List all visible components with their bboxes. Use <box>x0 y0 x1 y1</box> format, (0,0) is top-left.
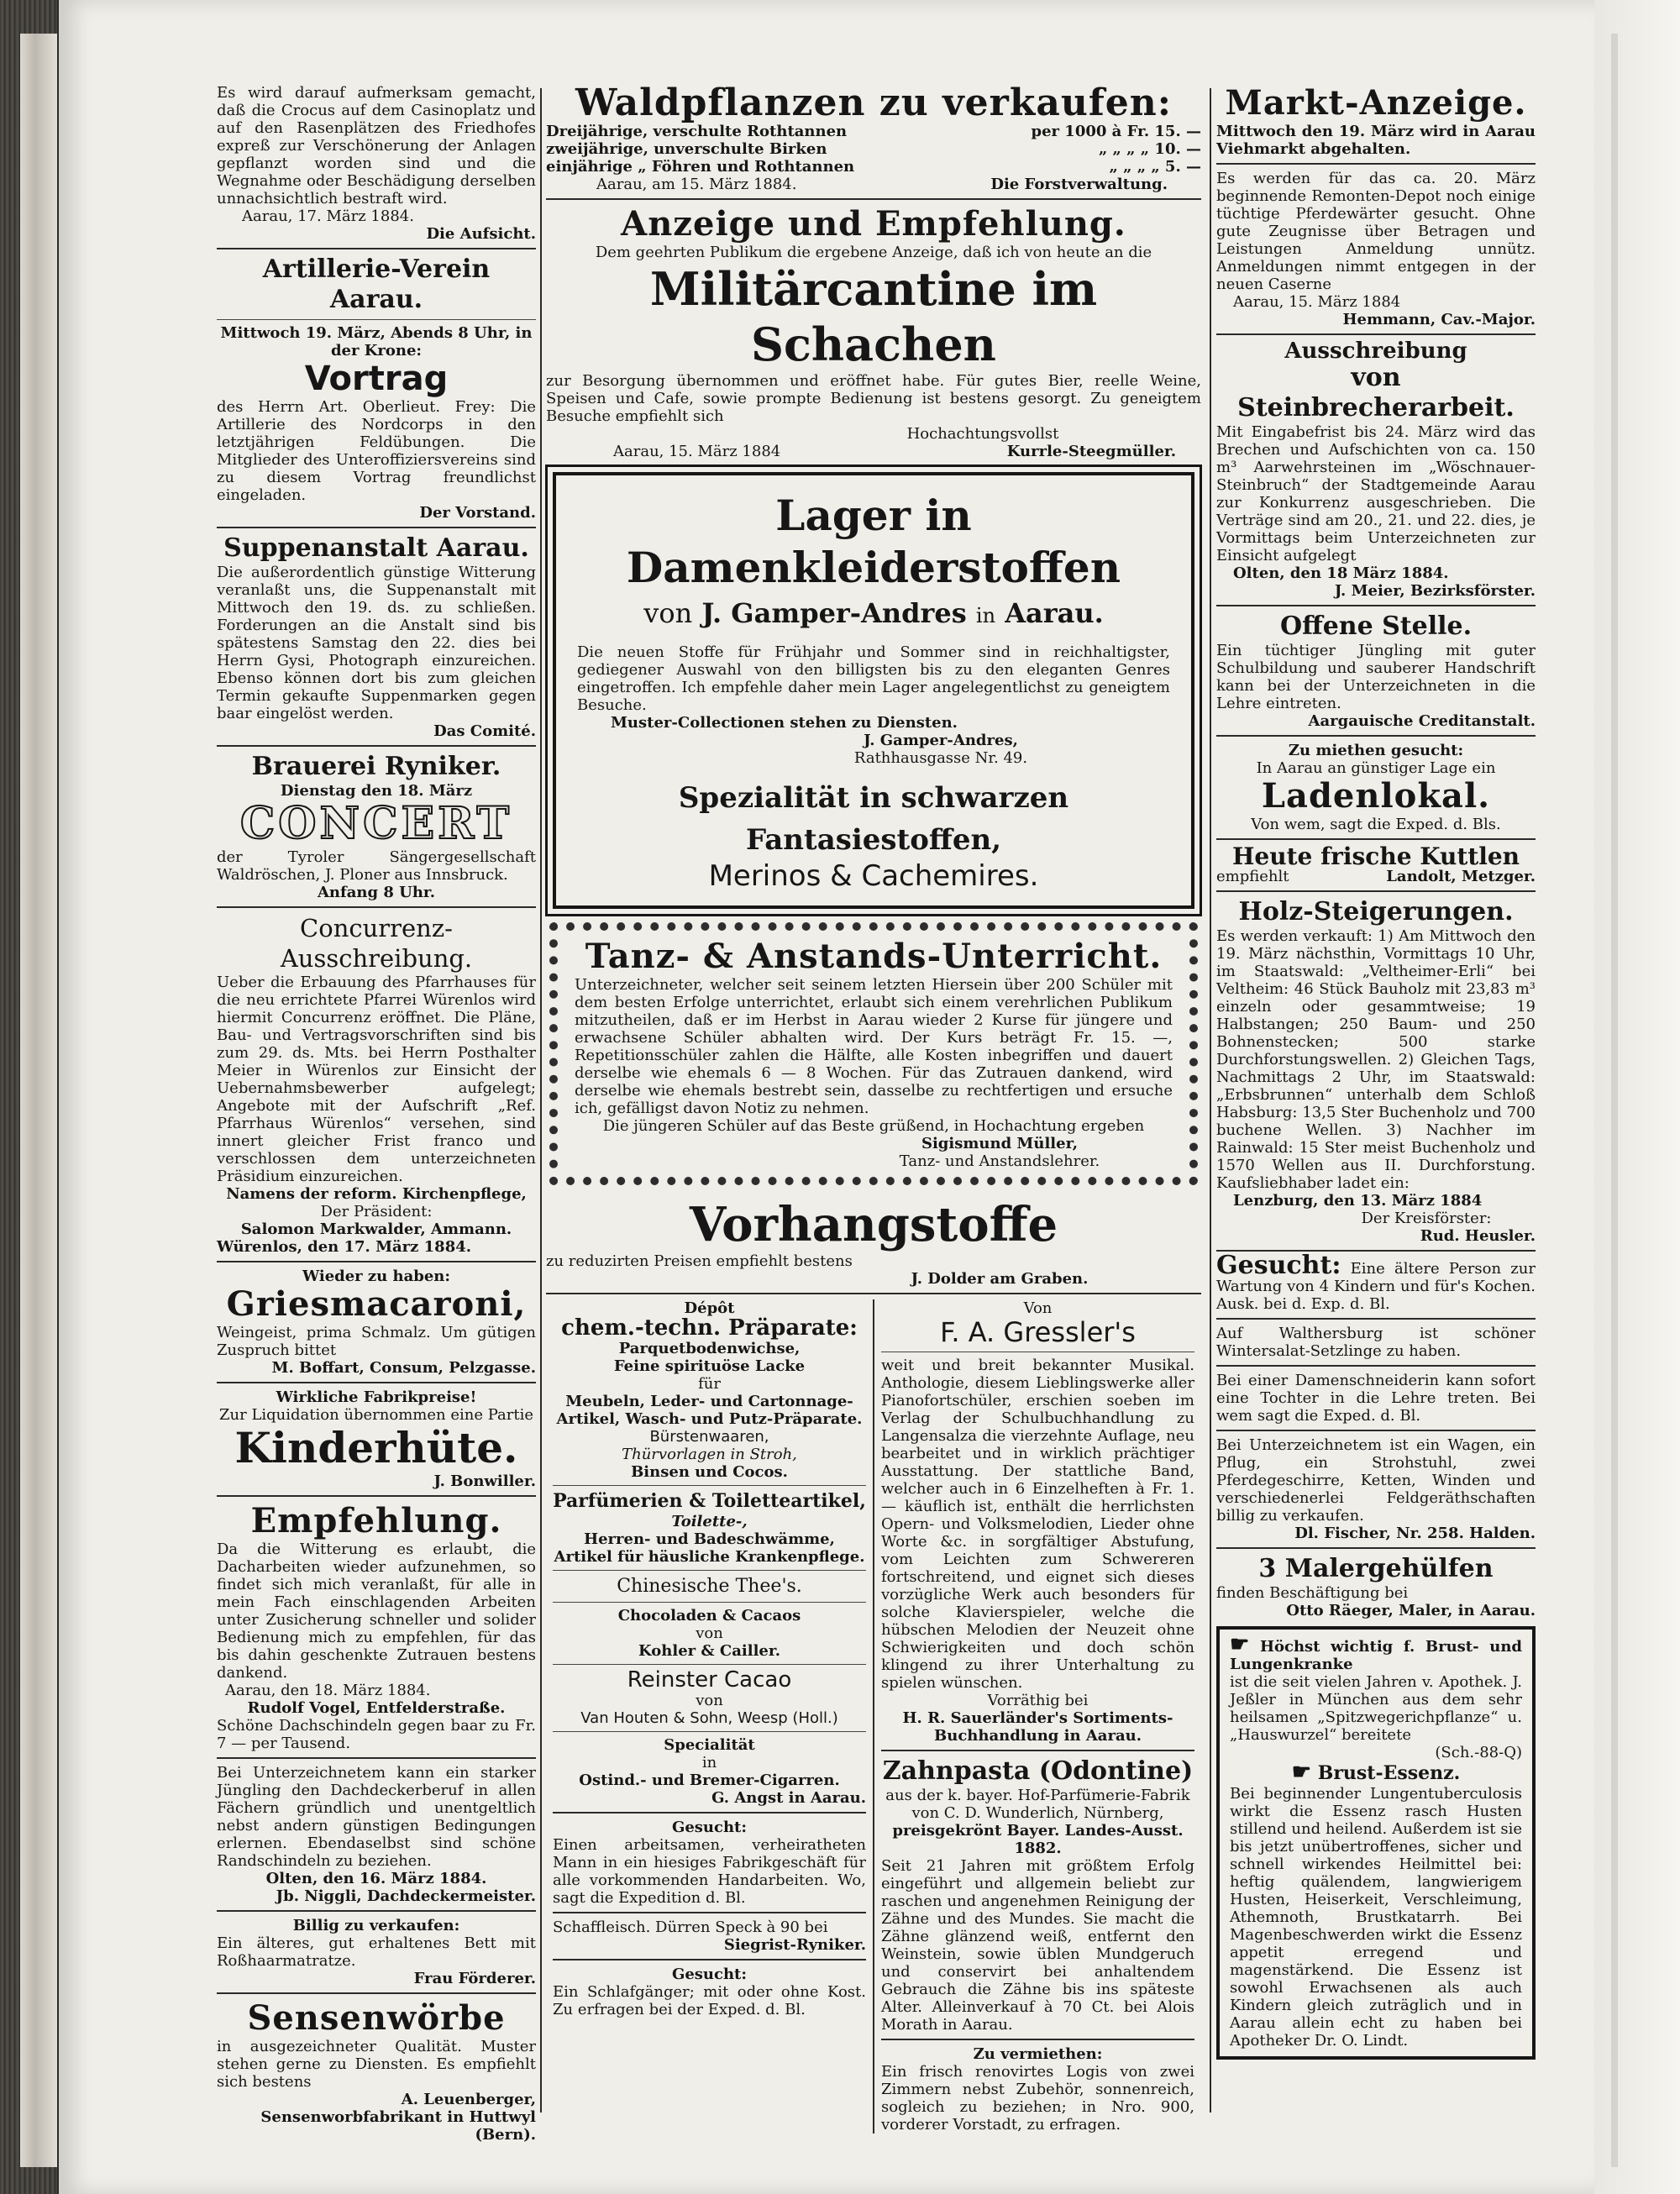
column-rule-2 <box>1210 88 1211 2113</box>
ad-bett: Billig zu verkaufen: Ein älteres, gut erhaltenes Bett mit Roßhaarmatratze. Frau Förderer. <box>217 1917 536 1987</box>
ad-offene-stelle: Offene Stelle. Ein tüchtiger Jüngling mit guter Schulbildung und sauberer Handschrift kann bei der Unterzeichneten in die Lehre eintreten. Aargauische Creditanstalt. <box>1216 611 1536 730</box>
ad-artillerie: Artillerie-Verein Aarau. Mittwoch 19. März, Abends 8 Uhr, in der Krone: Vortrag des Herrn Art. Oberlieut. Frey: Die Artillerie des Nordcorps in den letztjährigen Feldübungen. Die Mitglieder des Unteroffiziersvereins sind zu diesem Vortrag freundlichst eingeladen. Der Vorstand. <box>217 255 536 522</box>
ad-damenschneiderin: Bei einer Damenschneiderin kann sofort eine Tochter in die Lehre treten. Bei wem sagt die Exped. d. Bl. <box>1216 1372 1536 1425</box>
sub-column-left <box>546 1299 874 2134</box>
ad-logis: Zu vermiethen: Ein frisch renovirtes Logis von zwei Zimmern nebst Zubehör, sonnenreich, sogleich zu beziehen; in Nro. 900, vorderer Vorstadt, zu erfragen. <box>881 2045 1194 2134</box>
ad-walthersburg: Auf Walthersburg ist schöner Wintersalat-Setzlinge zu haben. <box>1216 1325 1536 1360</box>
ad-gressler: Von F. A. Gressler's weit und breit bekannter Musikal. Anthologie, diesem Lieblingswerke aller Pianofortschüler, erschien soeben im Verlag der Schulbuchhandlung zu Langensalza die vierzehnte Auflage, neu bearbeitet und in wirklich prächtiger Ausstattung. Der stattliche Band, welcher auch in 6 Einzelheften à Fr. 1. — käuflich ist, enthält die herrlichsten Opern- und Volksmelodien, Lieder ohne Worte &c. in sorgfältiger Abstufung, vom Leichten zum Schwereren fortschreitend, und eignet sich dieses vorzügliche Werk auch besonders für solche Klavierspieler, welche die hübschen Melodien der Neuzeit ohne Schwierigkeiten und doch schön klingend zu ihrer Unterhaltung zu spielen wünschen. Vorräthig bei H. R. Sauerländer's Sortiments-Buchhandlung in Aarau. <box>881 1299 1194 1745</box>
ad-malergehuelfen: 3 Malergehülfen finden Beschäftigung bei Otto Räeger, Maler, in Aarau. <box>1216 1554 1536 1619</box>
facing-page-edge <box>1594 0 1680 2194</box>
ad-concurrenz: Concurrenz-Ausschreibung. Ueber die Erbauung des Pfarrhauses für die neu errichtete Pfarrei Würenlos wird hiermit Concurrenz eröffnet. Die Pläne, Bau- und Vertragsvorschriften sind bis zum 29. ds. Mts. bei Herrn Posthalter Meier in Würenlos zur Einsicht der Uebernahmsbewerber aufgelegt; Angebote mit der Aufschrift „Ref. Pfarrhaus Würenlos“ versehen, sind innert gleicher Frist franco und verschlossen dem unterzeichneten Präsidium einzureichen. Namens der reform. Kirchenpflege, Der Präsident: Salomon Markwalder, Ammann. Würenlos, den 17. März 1884. <box>217 914 536 1256</box>
ad-wagen: Bei Unterzeichnetem ist ein Wagen, ein Pflug, ein Strohstuhl, zwei Pferdegeschirre, Ketten, Winden und verschiedenerlei Feldgeräthschaften billig zu verkaufen. Dl. Fischer, Nr. 258. Halden. <box>1216 1436 1536 1542</box>
ad-gesucht-person: Gesucht: Eine ältere Person zur Wartung von 4 Kindern und für's Kochen. Ausk. bei d. Exp. d. Bl. <box>1216 1251 1536 1313</box>
ad-sensenwoerbe: Sensenwörbe in ausgezeichneter Qualität. Muster stehen gerne zu Diensten. Es empfiehlt sich bestens A. Leuenberger, Sensenworbfabrikant in Huttwyl (Bern). <box>217 1998 536 2144</box>
ad-lager-damenkleider: Lager in Damenkleiderstoffen von J. Gamper-Andres in Aarau. Die neuen Stoffe für Frühjahr und Sommer sind in reichhaltigster, gediegener Auswahl von den billigsten bis zu den eleganten Genres eingetroffen. Ich empfehle daher mein Lager angelegentlichst zu geneigtem Besuche. Muster-Collectionen stehen zu Diensten. J. Gamper-Andres, Rathhausgasse Nr. 49. Spezialität in schwarzen Fantasiestoffen, Merinos & Cachemires. <box>556 475 1191 905</box>
ad-suppenanstalt: Suppenanstalt Aarau. Die außerordentlich günstige Witterung veranlaßt uns, die Suppenanstalt mit Mittwoch den 19. ds. zu schließen. Forderungen an die Anstalt sind bis spätestens Samstag den 22. dies bei Herrn Gysi, Photograph einzureichen. Ebenso können dort bis zum gleichen Termin gekaufte Suppenmarken gegen baar eingelöst werden. Das Comité. <box>217 533 536 740</box>
ad-empfehlung: Empfehlung. Da die Witterung es erlaubt, die Dacharbeiten wieder aufzunehmen, so findet sich mich veranlaßt, für alle in mein Fach einschlagenden Arbeiten unter Zusicherung schneller und solider Bedienung mich zu empfehlen, für das bis dahin geschenkte Zutrauen bestens dankend. Aarau, den 18. März 1884. Rudolf Vogel, Entfelderstraße. Schöne Dachschindeln gegen baar zu Fr. 7 — per Tausend. <box>217 1501 536 1752</box>
column-rule-1 <box>540 88 542 2113</box>
ad-zahnpasta: Zahnpasta (Odontine) aus der k. bayer. Hof-Parfümerie-Fabrik von C. D. Wunderlich, Nürnberg, preisgekrönt Bayer. Landes-Ausst. 1882. Seit 21 Jahren mit größtem Erfolg eingeführt und allgemein beliebt zur raschen und angenehmen Reinigung der Zähne und des Mundes. Sie macht die Zähne glänzend weiß, entfernt den Weinstein, sowie üblen Mundgeruch und conservirt bei anhaltendem Gebrauch die Zähne bis ins späteste Alter. Alleinverkauf à 70 Ct. bei Alois Morath in Aarau. <box>881 1756 1194 2034</box>
ad-vorhangstoffe: Vorhangstoffe zu reduzirten Preisen empfiehlt bestens J. Dolder am Graben. <box>546 1197 1089 1288</box>
ad-waldpflanzen: Waldpflanzen zu verkaufen: Dreijährige, verschulte Rothtannen per 1000 à Fr. 15. — zweijährige, unverschulte Birken „ „ „ „ 10. — einjährige „ Föhren und Rothtannen „ „ „ „ 5. — Aarau, am 15. März 1884. Die Forstverwaltung. <box>546 81 1201 193</box>
ad-gesucht-mann: Gesucht: Einen arbeitsamen, verheiratheten Mann in ein hiesiges Fabrikgeschäft für alle vorkommenden Handarbeiten. Wo, sagt die Expedition d. Bl. <box>553 1819 866 1907</box>
ad-crocus: Es wird darauf aufmerksam gemacht, daß die Crocus auf dem Casinoplatz und auf den Rasenplätzen des Friedhofes expreß zur Verschönerung der Anlagen gepflanzt worden sind und die Wegnahme oder Beschädigung derselben unnachsichtlich bestraft wird. Aarau, 17. März 1884. Die Aufsicht. <box>217 84 536 243</box>
middle-split-columns <box>546 1299 1201 2134</box>
ad-militaercantine: Anzeige und Empfehlung. Dem geehrten Publikum die ergebene Anzeige, daß ich von heute an die Militärcantine im Schachen zur Besorgung übernommen und eröffnet habe. Für gutes Bier, reelle Weine, Speisen und Cafe, sowie prompte Bedienung ist bestens gesorgt. Zu geneigtem Besuche empfiehlt sich Hochachtungsvollst Aarau, 15. März 1884 Kurrle-Steegmüller. <box>546 204 1201 460</box>
sub-column-right <box>874 1299 1201 2134</box>
ad-markt: Markt-Anzeige. Mittwoch den 19. März wird in Aarau Viehmarkt abgehalten. <box>1216 83 1536 158</box>
ad-griesmacaroni: Wieder zu haben: Griesmacaroni, Weingeist, prima Schmalz. Um gütigen Zuspruch bittet M. Boffart, Consum, Pelzgasse. <box>217 1268 536 1377</box>
page-stack-edge <box>20 34 57 2167</box>
pointing-hand-icon: ☛ <box>1230 1632 1250 1657</box>
ad-remonten: Es werden für das ca. 20. März beginnende Remonten-Depot noch einige tüchtige Pferdewärter gesucht. Ohne gute Zeugnisse über Betragen und Leistungen Anmeldung unnütz. Anmeldungen nimmt entgegen in der neuen Caserne Aarau, 15. März 1884 Hemmann, Cav.-Major. <box>1216 170 1536 328</box>
ad-brust-essenz: ☛ Höchst wichtig f. Brust- und Lungenkranke ist die seit vielen Jahren v. Apothek. J. Jeßler in München aus dem sehr heilsamen „Spitzwegerichpflanze“ u. „Hauswurzel“ bereitete (Sch.-88-Q) ☛ Brust-Essenz. Bei beginnender Lungentuberculosis wirkt die Essenz rasch Husten stillend und heilend. Außerdem ist sie bis jetzt unübertroffenes, sicher und schnell wirkendes Heilmittel bei: heftig quälendem, langwierigem Husten, Heiserkeit, Verschleimung, Athemnoth, Brustkatarrh. Bei Magenbeschwerden wirkt die Essenz appetit erregend und magenstärkend. Die Essenz ist sowohl Erwachsenen als auch Kindern gleich zuträglich und in Aarau allein echt zu haben bei Apotheker Dr. O. Lindt. <box>1216 1626 1536 2060</box>
ad-holzsteigerungen: Holz-Steigerungen. Es werden verkauft: 1) Am Mittwoch den 19. März nächsthin, Vormittags 10 Uhr, im Staatswald: „Veltheimer-Erli“ bei Veltheim: 46 Stück Bauholz mit 23,83 m³ einzeln oder gesammtweise; 19 Halbstangen; 250 Baum- und 250 Bohnenstecken; 500 starke Durchforstungswellen. 2) Gleichen Tags, Nachmittags 2 Uhr, im Staatswald: „Erbsbrunnen“ unterhalb dem Schloß Habsburg: 13,5 Ster Buchenholz und 700 buchene Wellen. 3) Nachher im Rainwald: 15 Ster meist Buchenholz und 1570 Wellen aus II. Durchforstung. Kaufsliebhaber ladet ein: Lenzburg, den 13. März 1884 Der Kreisförster: Rud. Heusler. <box>1216 897 1536 1245</box>
ad-tanzunterricht: Tanz- & Anstands-Unterricht. Unterzeichneter, welcher seit seinem letzten Hiersein über 200 Schüler mit dem besten Erfolge unterrichtet, erlaubt sich einem verehrlichen Publikum mitzutheilen, daß er im Herbst in Aarau wieder 2 Kurse für jüngere und erwachsene Schüler abhalten wird. Der Kurs beträgt Fr. 15. —, Repetitionsschüler zahlen die Hälfte, alle Kosten inbegriffen und dauert derselbe wie ehemals 6 — 8 Wochen. Für das Zutrauen dankend, wird derselbe wie ehemals bestrebt sein, dasselbe zu rechtfertigen und ersuche ich, gefälligst davon Notiz zu nehmen. Die jüngeren Schüler auf das Beste grüßend, in Hochachtung ergeben Sigismund Müller, Tanz- und Anstandslehrer. <box>549 922 1198 1185</box>
column-right <box>1216 84 1536 2060</box>
column-left <box>217 84 536 2144</box>
ad-kuttlen: Heute frische Kuttlen empfiehlt Landolt, Metzger. <box>1216 842 1536 885</box>
ad-kinderhuete: Wirkliche Fabrikpreise! Zur Liquidation übernommen eine Partie Kinderhüte. J. Bonwiller. <box>219 1388 536 1490</box>
ad-brauerei: Brauerei Ryniker. Dienstag den 18. März CONCERT der Tyroler Sängergesellschaft Waldröschen, J. Ploner aus Innsbruck. Anfang 8 Uhr. <box>217 752 536 901</box>
ad-schaffleisch: Schaffleisch. Dürren Speck à 90 bei Siegrist-Ryniker. <box>553 1918 866 1954</box>
ad-gesucht-schlafgaenger: Gesucht: Ein Schlafgänger; mit oder ohne Kost. Zu erfragen bei der Exped. d. Bl. <box>553 1966 866 2018</box>
ad-dachdecker: Bei Unterzeichnetem kann ein starker Jüngling den Dachdeckerberuf in allen Fächern gründlich und unentgeltlich nebst andern günstigen Bedingungen erlernen. Ebendaselbst sind schöne Randschindeln zu beziehen. Olten, den 16. März 1884. Jb. Niggli, Dachdeckermeister. <box>217 1764 536 1905</box>
pointing-hand-icon-2: ☛ <box>1291 1760 1312 1785</box>
column-middle <box>546 81 1201 2134</box>
ad-ladenlokal: Zu miethen gesucht: In Aarau an günstiger Lage ein Ladenlokal. Von wem, sagt die Exped. d. Bls. <box>1251 742 1501 833</box>
ad-depot-angst: Dépôt chem.-techn. Präparate: Parquetbodenwichse, Feine spirituöse Lacke für Meubeln, Leder- und Cartonnage-Artikel, Wasch- und Putz-Präparate. Bürstenwaaren, Thürvorlagen in Stroh, Binsen und Cocos. Parfümerien & Toiletteartikel, Toilette-, Herren- und Badeschwämme, Artikel für häusliche Krankenpflege. Chinesische Thee's. Chocoladen & Cacaos von Kohler & Cailler. Reinster Cacao von Van Houten & Sohn, Weesp (Holl.) Specialität in Ostind.- und Bremer-Cigarren. G. Angst in Aarau. <box>553 1299 866 1807</box>
ad-steinbrecher: Ausschreibung von Steinbrecherarbeit. Mit Eingabefrist bis 24. März wird das Brechen und Aufschichten von ca. 150 m³ Aarwehrsteinen im „Wöschnauer-Steinbruch“ der Stadtgemeinde Aarau zur Konkurrenz ausgeschrieben. Die Verträge sind am 20., 21. und 22. dies, je Vormittags beim Unterzeichneten zur Einsicht aufgelegt Olten, den 18 März 1884. J. Meier, Bezirksförster. <box>1216 339 1536 600</box>
